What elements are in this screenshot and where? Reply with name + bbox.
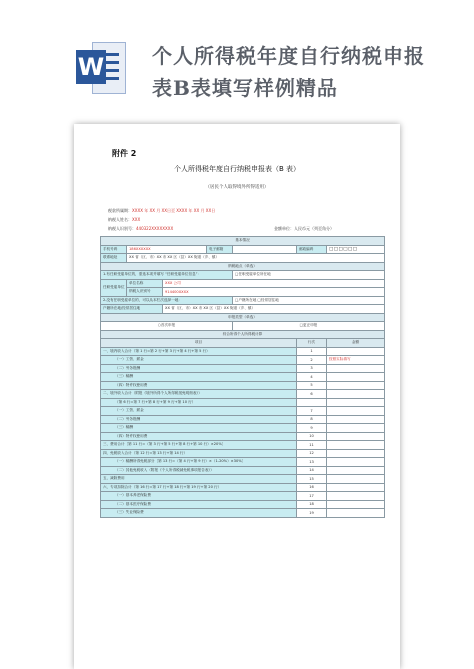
tax-period — [108, 208, 215, 214]
tax-period-value: XXXX 年 XX 月 XX日至 XXXX 年 XX 月 XX日 — [132, 208, 216, 213]
calc-row-amount[interactable] — [327, 407, 385, 416]
employer-id-label: 纳税人识别号 — [127, 288, 163, 297]
tax-period-label: 税款所属期： — [108, 208, 132, 213]
employer-name-value[interactable]: XXX 公司 — [163, 279, 385, 288]
calc-row-line: 3 — [297, 364, 327, 373]
calc-row — [101, 407, 385, 416]
first-declaration-radio[interactable]: ○首次申报 — [101, 322, 233, 331]
calc-row-amount[interactable] — [327, 415, 385, 424]
calc-row-item: （一）稿酬所得免税部分［第 13 行=（第 4 行+第 9 行）×（1-20%）×30%］ — [101, 458, 297, 467]
calc-row-amount[interactable]: 按照实际填写 — [327, 356, 385, 365]
taxpayer-name-value: XXX — [132, 217, 141, 222]
calc-row — [101, 398, 385, 407]
calc-row — [101, 500, 385, 509]
calc-row — [101, 415, 385, 424]
calc-row-amount[interactable] — [327, 364, 385, 373]
calc-row — [101, 509, 385, 518]
correction-declaration-checkbox[interactable]: □更正申报 — [233, 322, 385, 331]
taxpayer-name-label: 纳税人姓名： — [108, 217, 132, 222]
employer-id-value[interactable]: 914400XXXX — [163, 288, 385, 297]
taxpayer-id-value: 440322XXXXXXXX — [136, 226, 174, 231]
word-document-icon — [76, 40, 126, 94]
phone-label: 手机号码 — [101, 245, 127, 254]
calc-row-amount[interactable] — [327, 441, 385, 450]
calc-row-amount[interactable] — [327, 492, 385, 501]
calc-row-amount[interactable] — [327, 424, 385, 433]
calc-row-line: 5 — [297, 381, 327, 390]
document-page — [74, 124, 400, 669]
calc-row — [101, 441, 385, 450]
calc-row-item: （三）稿酬 — [101, 373, 297, 382]
column-header-item: 项目 — [101, 339, 297, 348]
calc-row-line: 8 — [297, 415, 327, 424]
calc-row-item: 一、境内收入合计（第 1 行=第 2 行+第 3 行+第 4 行+第 5 行） — [101, 347, 297, 356]
hukou-label: 户籍所在地/经常居住地 — [101, 305, 163, 314]
location-option-2-checkboxes[interactable]: □户籍所在地 □经常居住地 — [233, 296, 385, 305]
calc-row-item: 五、减除费用 — [101, 475, 297, 484]
calc-row-line: 10 — [297, 432, 327, 441]
banner-title-line2: 表B表填写样例精品 — [152, 76, 338, 100]
form-title: 个人所得税年度自行纳税申报表（B 表） — [173, 165, 301, 173]
attachment-label: 附件 2 — [112, 149, 137, 158]
calc-row-line — [297, 398, 327, 407]
calc-row — [101, 356, 385, 365]
calc-row-item: （一）基本养老保险费 — [101, 492, 297, 501]
calc-row-line: 17 — [297, 492, 327, 501]
calc-row — [101, 347, 385, 356]
calc-row-item: 二、境外收入合计（附报《境外所得个人所得税抵免明细表》） — [101, 390, 297, 399]
phone-value[interactable]: 186XXXXXX — [127, 245, 207, 254]
calc-row-line: 2 — [297, 356, 327, 365]
form-subtitle: （居民个人取得境外所得适用） — [205, 185, 269, 190]
calc-row-amount[interactable] — [327, 398, 385, 407]
email-value[interactable] — [233, 245, 297, 254]
employer-name-label: 单位名称 — [127, 279, 163, 288]
section-tax-calculation: 综合所得个人所得税计算 — [101, 330, 385, 339]
calc-row-amount[interactable] — [327, 373, 385, 382]
calc-row-item: （第 6 行=第 7 行+第 8 行+第 9 行+第 10 行） — [101, 398, 297, 407]
calc-row-item: （二）劳务报酬 — [101, 364, 297, 373]
calc-row-amount[interactable] — [327, 347, 385, 356]
declaration-table — [100, 236, 385, 518]
address-value[interactable]: XX 省（区、市）XX 市 XX 区（县）XX 街道（乡、镇） — [127, 254, 385, 263]
calc-row-item: 六、专项扣除合计（第 16 行=第 17 行+第 18 行+第 19 行+第 20 行） — [101, 483, 297, 492]
calc-row-line: 6 — [297, 390, 327, 399]
calc-row-amount[interactable] — [327, 509, 385, 518]
banner-title — [152, 40, 452, 104]
email-label: 电子邮箱 — [207, 245, 233, 254]
unit-note: 金额单位：人民币元（列至角分） — [274, 226, 334, 231]
calc-row-line: 4 — [297, 373, 327, 382]
calc-row-amount[interactable] — [327, 390, 385, 399]
postcode-boxes[interactable]: □□□□□□ — [327, 245, 385, 254]
employer-label: 任职受雇单位 — [101, 279, 127, 296]
calc-row — [101, 381, 385, 390]
calc-row-line: 12 — [297, 449, 327, 458]
calc-row-item: （二）劳务报酬 — [101, 415, 297, 424]
calc-row — [101, 466, 385, 475]
calc-row — [101, 483, 385, 492]
calc-row-item: （二）基本医疗保险费 — [101, 500, 297, 509]
calc-row — [101, 373, 385, 382]
taxpayer-id — [108, 226, 173, 232]
calc-row — [101, 390, 385, 399]
calc-row-line: 13 — [297, 458, 327, 467]
postcode-label: 邮政编码 — [297, 245, 327, 254]
location-option-2-text: 2.没有任职受雇单位的，可以从本栏次选择一地： — [101, 296, 233, 305]
calc-row-line: 15 — [297, 475, 327, 484]
location-option-1-checkbox[interactable]: □任职受雇单位所在地 — [233, 271, 385, 280]
section-tax-location: 纳税地点（单选） — [101, 262, 385, 271]
calc-row-line: 16 — [297, 483, 327, 492]
calc-row-amount[interactable] — [327, 475, 385, 484]
calc-row — [101, 432, 385, 441]
calc-row-amount[interactable] — [327, 466, 385, 475]
calc-row-item: （一）工资、薪金 — [101, 407, 297, 416]
taxpayer-id-label: 纳税人识别号： — [108, 226, 136, 231]
calc-row — [101, 492, 385, 501]
taxpayer-name — [108, 217, 140, 223]
calc-row-amount[interactable] — [327, 449, 385, 458]
calc-row-amount[interactable] — [327, 500, 385, 509]
calc-row-item: （二）其他免税收入（附报《个人所得税减免税事项报告表》） — [101, 466, 297, 475]
calc-row-line: 14 — [297, 466, 327, 475]
banner — [0, 0, 474, 118]
calc-row — [101, 364, 385, 373]
column-header-line: 行次 — [297, 339, 327, 348]
calc-row-line: 7 — [297, 407, 327, 416]
calc-row — [101, 458, 385, 467]
calc-row-line: 18 — [297, 500, 327, 509]
section-declaration-type: 申报类型（单选） — [101, 313, 385, 322]
calc-row — [101, 475, 385, 484]
calc-row-item: 三、费用合计［第 11 行=（第 3 行+第 5 行+第 8 行+第 10 行）×20%］ — [101, 441, 297, 450]
calc-row-amount[interactable] — [327, 483, 385, 492]
location-option-1-text: 1.有任职受雇单位的，需选本项并填写 “任职受雇单位信息”： — [101, 271, 233, 280]
calc-row-amount[interactable] — [327, 381, 385, 390]
calc-row-amount[interactable] — [327, 458, 385, 467]
calc-row-line: 19 — [297, 509, 327, 518]
calc-row-item: （一）工资、薪金 — [101, 356, 297, 365]
calc-row-item: （三）稿酬 — [101, 424, 297, 433]
address-label: 联系地址 — [101, 254, 127, 263]
hukou-value[interactable]: XX 省（区、市）XX 市 XX 区（县）XX 街道（乡、镇） — [163, 305, 385, 314]
calc-row — [101, 449, 385, 458]
calc-row-line: 1 — [297, 347, 327, 356]
word-letter: W — [76, 50, 106, 84]
calc-row-line: 11 — [297, 441, 327, 450]
calc-row-amount[interactable] — [327, 432, 385, 441]
section-basic-info: 基本情况 — [101, 237, 385, 246]
calc-row-item: 四、免税收入合计（第 12 行=第 13 行+第 14 行） — [101, 449, 297, 458]
calc-row-item: （四）特许权使用费 — [101, 381, 297, 390]
calc-row-item: （四）特许权使用费 — [101, 432, 297, 441]
calc-row — [101, 424, 385, 433]
column-header-amount: 金额 — [327, 339, 385, 348]
banner-title-line1: 个人所得税年度自行纳税申报 — [152, 44, 425, 68]
calc-row-line: 9 — [297, 424, 327, 433]
calc-row-item: （三）失业保险费 — [101, 509, 297, 518]
